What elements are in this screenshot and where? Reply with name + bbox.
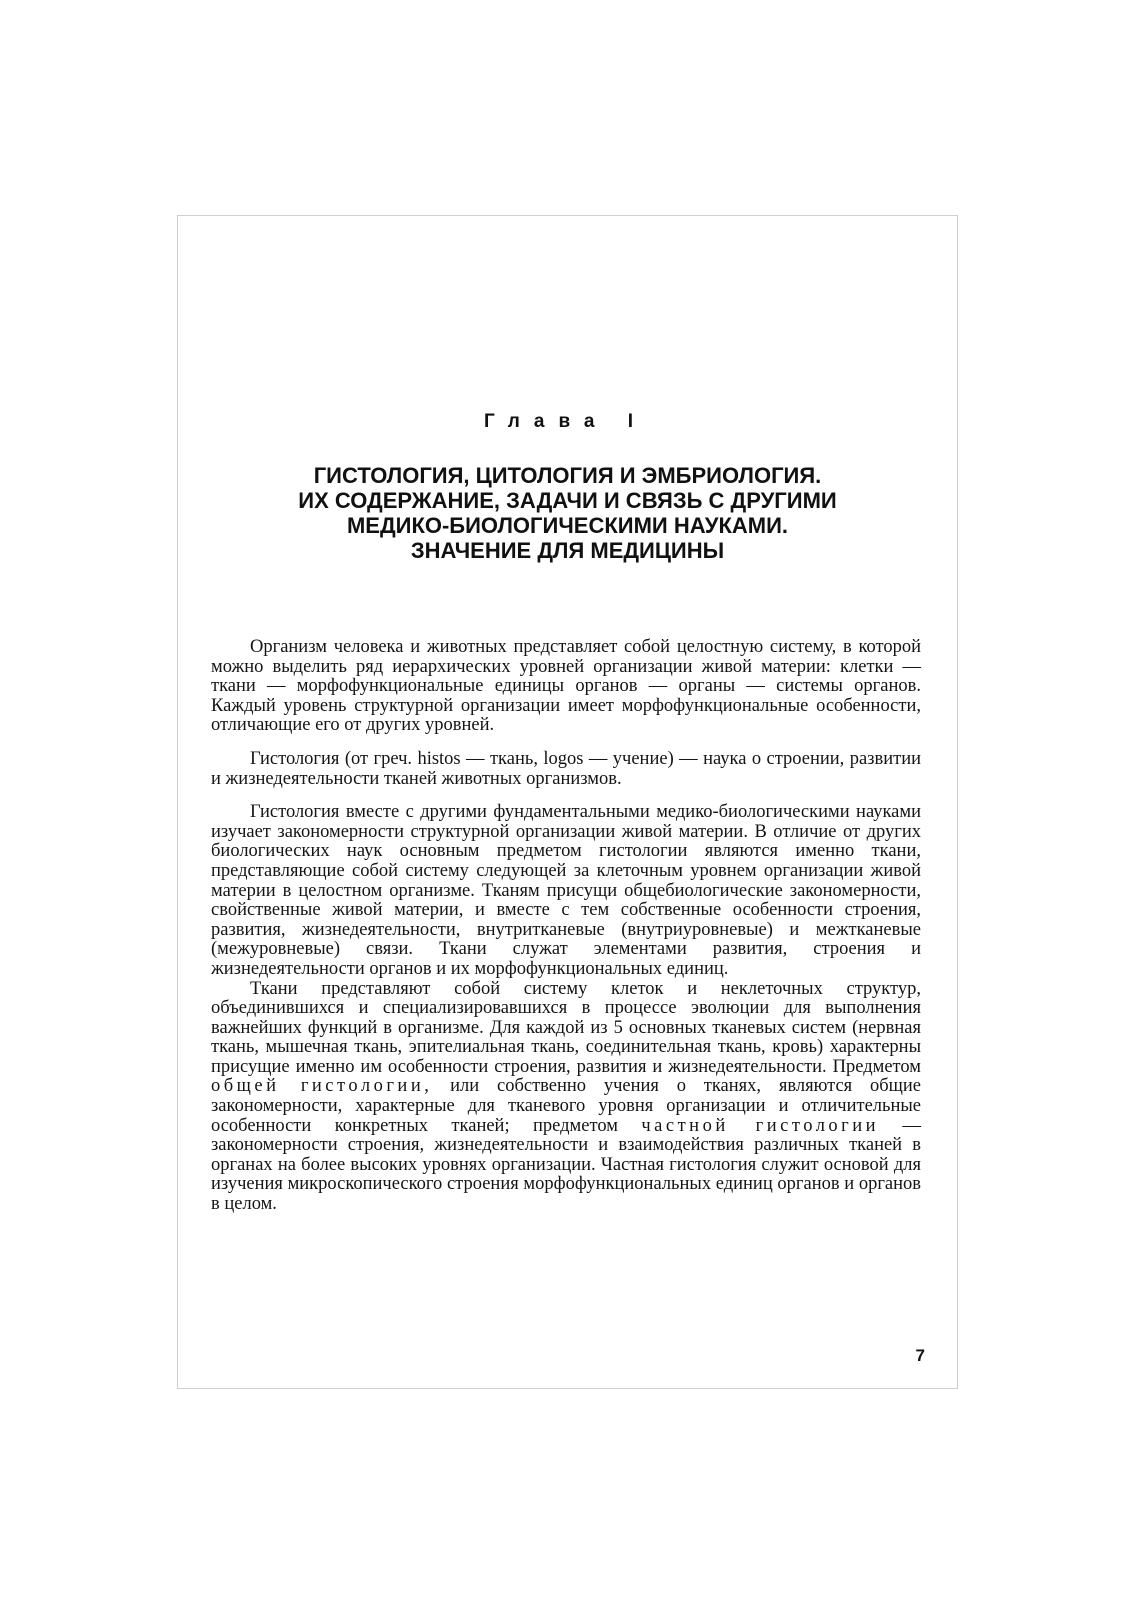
- paragraph-text: Ткани представляют собой систему клеток и неклеточных структур, объединившихся и специализировавшихся в процессе эволюции для выполнения важнейших функций в организме. Для каждой из 5 основных тканевых систем (нервная ткань, мышечная ткань, эпителиальная ткань, соединительная ткань, кровь) характерны присущие именно им особенности строения, развития и жизнедеятельности. Предметом: [211, 978, 921, 1077]
- page-number: 7: [915, 1346, 925, 1365]
- chapter-title: [180, 463, 955, 563]
- chapter-title-line: ЗНАЧЕНИЕ ДЛЯ МЕДИЦИНЫ: [410, 538, 725, 563]
- paragraph-definition: Гистология (от греч. histos — ткань, logos — учение) — наука о строении, развитии и жизнедеятельности тканей животных организмов.: [211, 748, 921, 789]
- paragraph-text: — закономерности строения, жизнедеятельности и взаимодействия различных тканей в органах на более высоких уровнях организации. Частная гистология служит основой для изучения микроскопического строения морфофункциональных единиц органов и органов в целом.: [211, 1115, 922, 1215]
- chapter-label: Глава I: [483, 411, 647, 432]
- chapter-title-line: МЕДИКО-БИОЛОГИЧЕСКИМИ НАУКАМИ.: [346, 513, 789, 538]
- paragraph-tissues: [211, 980, 921, 1215]
- paragraph-text: или собственно учения о тканях, являются общие закономерности, характерные для тканевого уровня организации и отличительные особенности конкретных тканей; предметом: [211, 1076, 921, 1136]
- chapter-title-line: ГИСТОЛОГИЯ, ЦИТОЛОГИЯ И ЭМБРИОЛОГИЯ.: [313, 463, 822, 488]
- body-text: [211, 638, 921, 1215]
- chapter-title-line: ИХ СОДЕРЖАНИЕ, ЗАДАЧИ И СВЯЗЬ С ДРУГИМИ: [298, 488, 837, 513]
- term-special-histology: частной гистологии: [641, 1115, 880, 1136]
- paragraph-fundamentals: Гистология вместе с другими фундаментальными медико-биологическими науками изучает закономерности структурной организации живой материи. В отличие от других биологических наук основным предметом гистологии являются именно ткани, представляющие собой систему следующей за клеточным уровнем организации живой материи в целостном организме. Тканям присущи общебиологические закономерности, свойственные живой материи, и вместе с тем собственные особенности строения, развития, жизнедеятельности, внутритканевые (внутриуровневые) и межтканевые (межуровневые) связи. Ткани служат элементами развития, строения и жизнедеятельности органов и их морфофункциональных единиц.: [211, 802, 921, 979]
- paragraph-organism: Организм человека и животных представляет собой целостную систему, в которой можно выделить ряд иерархических уровней организации живой материи: клетки — ткани — морфофункциональные единицы органов — органы — системы органов. Каждый уровень структурной организации имеет морфофункциональные особенности, отличающие его от других уровней.: [211, 637, 921, 736]
- term-general-histology: общей гистологии,: [211, 1076, 433, 1097]
